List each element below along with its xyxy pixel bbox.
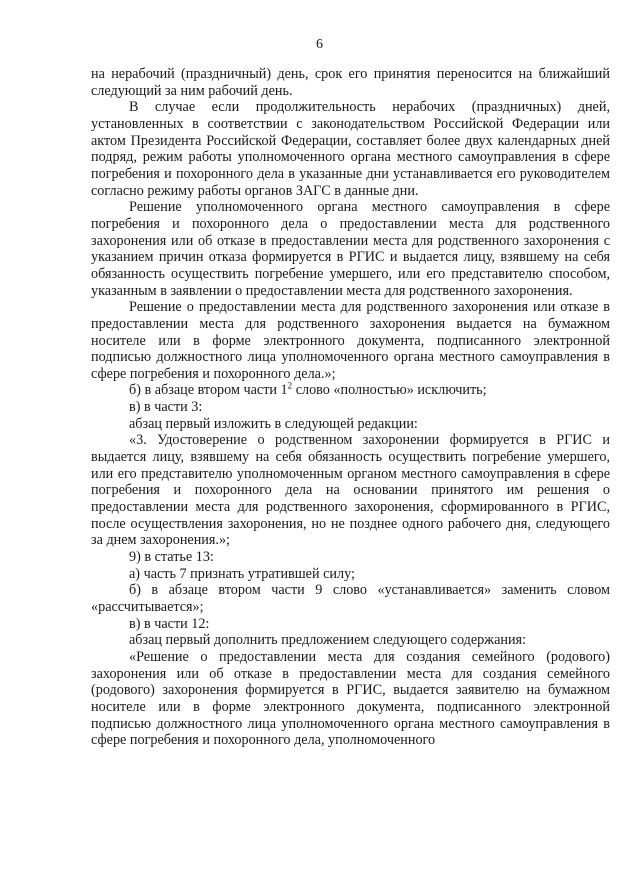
paragraph-article-13: 9) в статье 13:: [129, 549, 214, 566]
paragraph-first-abzac: абзац первый изложить в следующей редакции:: [129, 415, 418, 432]
paragraph-family-burial: «Решение о предоставлении места для создания семейного (родового) захоронения или об отказе в предоставлении места для создания семейного (родового) захоронения формируется в РГИС, выдается заявителю на бумажном носителе или в форме электронного документа, подписанного электронной подписью должностного лица уполномоченного органа местного самоуправления в сфере погребения и похоронного дела, уполномоченного: [91, 648, 610, 749]
paragraph-amendment-b: [91, 382, 610, 399]
paragraph-part-9: б) в абзаце втором части 9 слово «устанавливается» заменить словом «рассчитывается»;: [91, 582, 610, 615]
paragraph-decision-rgis: Решение уполномоченного органа местного самоуправления в сфере погребения и похоронного дела о предоставлении места для родственного захоронения или об отказе в предоставлении места для родственного захоронения с указанием причин отказа формируется в РГИС и выдается лицу, взявшему на себя обязанность осуществить погребение умершего, или его представителю способом, указанным в заявлении о предоставлении места для родственного захоронения.: [91, 199, 610, 299]
paragraph-holiday-schedule: В случае если продолжительность нерабочих (праздничных) дней, установленных в соответствии с законодательством Российской Федерации или актом Президента Российской Федерации, составляет более двух календарных дней подряд, режим работы уполномоченного органа местного самоуправления в сфере погребения и похоронного дела в указанные дни устанавливается его руководителем согласно режиму работы органов ЗАГС в данные дни.: [91, 99, 610, 199]
paragraph-decision-format: Решение о предоставлении места для родственного захоронения или отказе в предоставлении места для родственного захоронения выдается на бумажном носителе или в форме электронного документа, подписанного электронной подписью должностного лица уполномоченного органа местного самоуправления в сфере погребения и похоронного дела.»;: [91, 299, 610, 382]
amendment-b-text: б) в абзаце втором части 1: [129, 382, 288, 399]
paragraph-continuation: на нерабочий (праздничный) день, срок его принятия переносится на ближайший следующий за ним рабочий день.: [91, 66, 610, 99]
paragraph-certificate: «3. Удостоверение о родственном захоронении формируется в РГИС и выдается лицу, взявшему на себя обязанность осуществить погребение умершего, или его представителю уполномоченным органом местного самоуправления в сфере погребения и похоронного дела на основании принятого им решения о предоставлении места для родственного захоронения, сформированного в РГИС, после осуществления захоронения, но не позднее одного рабочего дня, следующего за днем захоронения.»;: [91, 432, 610, 549]
page-number: 6: [316, 37, 323, 52]
document-body: [91, 66, 610, 749]
paragraph-amendment-v: в) в части 3:: [129, 399, 203, 416]
amendment-b-text-end: слово «полностью» исключить;: [292, 382, 487, 399]
paragraph-part-12: в) в части 12:: [129, 615, 210, 632]
paragraph-part-7: а) часть 7 признать утратившей силу;: [129, 565, 355, 582]
amendment-b-superscript: 2: [287, 380, 293, 391]
paragraph-supplement: абзац первый дополнить предложением следующего содержания:: [129, 632, 527, 649]
